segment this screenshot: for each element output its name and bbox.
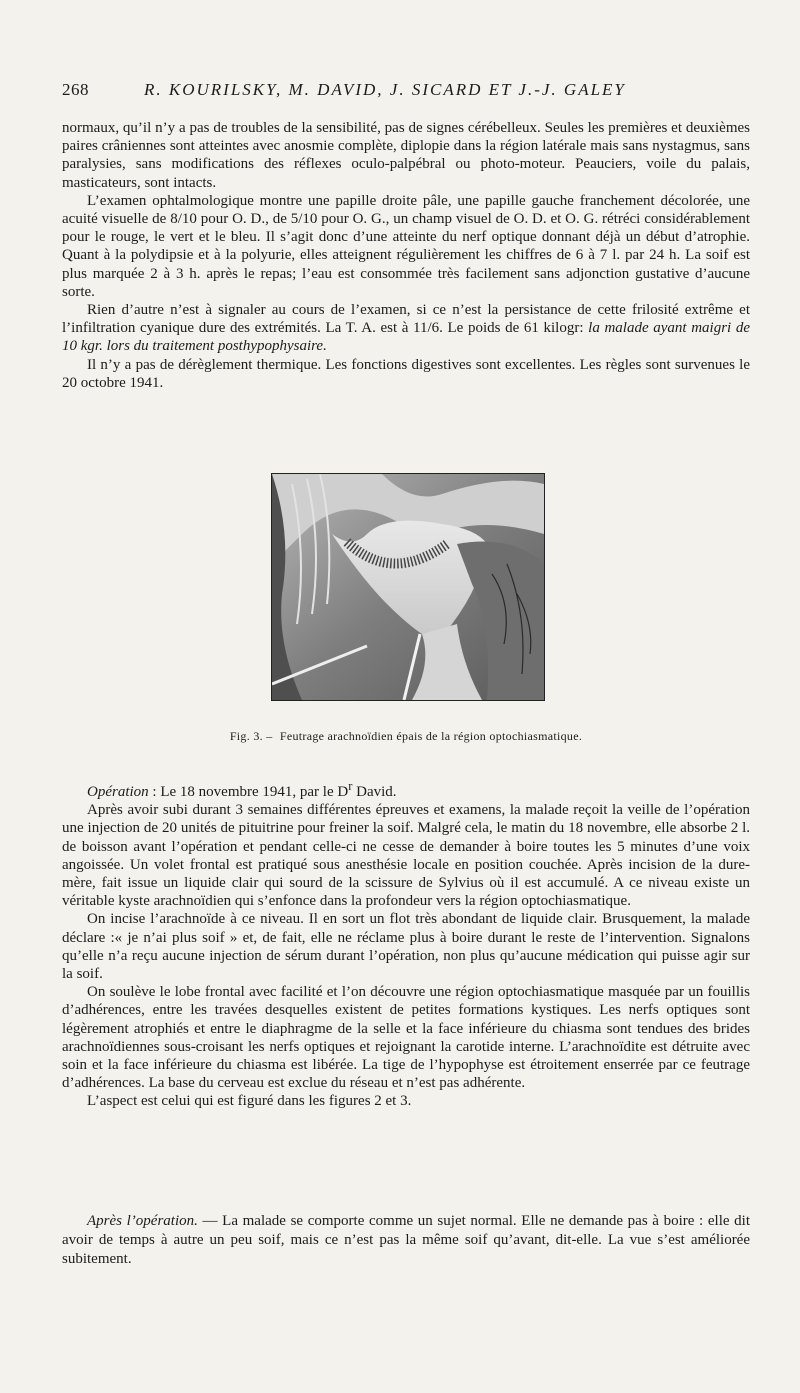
- italic-remark: la malade ayant maigri de 10 kgr. lors du traitement posthypophysaire.: [62, 320, 750, 355]
- page-number: 268: [62, 80, 89, 99]
- paragraph: Après avoir subi durant 3 semaines différentes épreuves et examens, la malade reçoit la veille de l’opération une injection de 20 unités de pituitrine pour freiner la soif. Malgré cela, le matin du 18 novembre, elle absorbe 2 l. de boisson avant l’opération et pendant celle-ci ne cesse de demander à boire toutes les 5 minutes d’une voix angoissée. Un volet frontal est pratiqué sous anesthésie locale en position couchée. Après incision de la dure-mère, fait issue un liquide clair qui sourd de la scissure de Sylvius où il est accumulé. A ce niveau existe un véritable kyste arachnoïdien qui s’enfonce dans la profondeur vers la région optochiasmatique.: [62, 802, 750, 910]
- figure-caption-text: Feutrage arachnoïdien épais de la région optochiasmatique.: [279, 729, 583, 743]
- postop-label: Après l’opération.: [87, 1213, 198, 1229]
- figure-label: Fig. 3. –: [229, 729, 273, 743]
- paragraph: On soulève le lobe frontal avec facilité et l’on découvre une région optochiasmatique masquée par un fouillis d’adhérences, entre les travées desquelles existent de petites formations kystiques. Les nerfs optiques sont légèrement atrophiés et entre le diaphragme de la selle et la face inférieure du chiasma sont tendues des brides arachnoïdiennes sous-croisant les nerfs optiques et rejoignant la carotide interne. L’arachnoïdite est détruite avec soin et la face inférieure du chiasma est libérée. La tige de l’hypophyse est étroitement enserrée par ce feutrage d’adhérences. La base du cerveau est exclue du réseau et n’est pas adhérente.: [62, 984, 750, 1092]
- operation-surgeon: David.: [356, 784, 397, 800]
- postop-text: — La malade se comporte comme un sujet normal. Elle ne demande pas à boire : elle dit avoir de temps à autre un peu soif, mais ce n’est pas la même soif qu’avant, dit-elle. La vue s’est améliorée subitement.: [62, 1213, 750, 1267]
- paragraph: normaux, qu’il n’y a pas de troubles de la sensibilité, pas de signes cérébelleux. Seules les premières et deuxièmes paires crâniennes sont atteintes avec anosmie complète, diplopie dans la région latérale mais sans nystagmus, sans paralysies, sans modifications des réflexes oculo-palpébral ou photo-moteur. Peauciers, voile du palais, masticateurs, sont intacts.: [62, 120, 750, 191]
- paragraph: L’examen ophtalmologique montre une papille droite pâle, une papille gauche franchement décolorée, une acuité visuelle de 8/10 pour O. D., de 5/10 pour O. G., un champ visuel de O. D. et O. G. rétréci considérablement pour le rouge, le vert et le bleu. Il s’agit donc d’une atteinte du nerf optique donnant déjà un début d’atrophie. Quant à la polydipsie et à la polyurie, elles atteignent régulièrement les chiffres de 6 à 7 l. par 24 h. La soif est plus marquée 2 à 3 h. après le repas; l’eau est consommée très facilement sans adjonction gustative d’aucune sorte.: [62, 192, 750, 300]
- doctor-abbrev-sup: r: [348, 779, 353, 793]
- figure-caption: [62, 729, 750, 744]
- optochiasmatic-drawing: [272, 474, 544, 700]
- running-head-authors: R. KOURILSKY, M. DAVID, J. SICARD ET J.-J. GALEY: [144, 80, 626, 99]
- text-block-postop: [62, 1212, 750, 1269]
- operation-date: : Le 18 novembre 1941, par le D: [152, 784, 349, 800]
- operation-heading: [62, 777, 750, 801]
- paragraph: [62, 301, 750, 356]
- paragraph: Il n’y a pas de dérèglement thermique. Les fonctions digestives sont excellentes. Les règles sont survenues le 20 octobre 1941.: [62, 356, 750, 391]
- text-block-operation: [62, 777, 750, 1111]
- paragraph-text: Rien d’autre n’est à signaler au cours de l’examen, si ce n’est la persistance de cette frilosité extrême et l’infiltration cyanique dure des extrémités. La T. A. est à 11/6. Le poids de 61 kilogr:: [62, 302, 750, 337]
- operation-label: Opération: [87, 784, 149, 800]
- paragraph: On incise l’arachnoïde à ce niveau. Il en sort un flot très abondant de liquide clair. Brusquement, la malade déclare :« je n’ai plus soif » et, de fait, elle ne réclame plus à boire durant le reste de l’intervention. Signalons qu’elle n’a reçu aucune injection de sérum durant l’opération, non plus qu’aucune médication qui puisse agir sur la soif.: [62, 911, 750, 983]
- running-head: [62, 80, 752, 106]
- paragraph: [62, 1212, 750, 1269]
- text-block-top: [62, 119, 750, 392]
- figure-illustration: [271, 473, 545, 701]
- paragraph: L’aspect est celui qui est figuré dans les figures 2 et 3.: [87, 1093, 412, 1110]
